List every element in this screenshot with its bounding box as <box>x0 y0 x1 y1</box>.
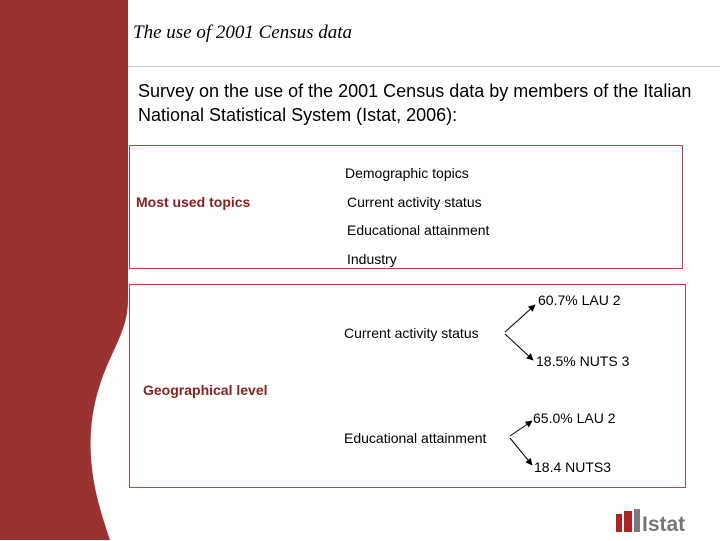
topic-item: Demographic topics <box>345 165 469 181</box>
topic-item: Educational attainment <box>347 222 490 238</box>
istat-logo-text: Istat <box>642 513 686 536</box>
arrow-educational-upper <box>510 421 532 436</box>
istat-logo <box>612 506 712 536</box>
arrow-current-lower <box>505 334 533 360</box>
educational-name: Educational attainment <box>344 430 487 446</box>
current-activity-name: Current activity status <box>344 325 479 341</box>
topic-item: Current activity status <box>347 194 482 210</box>
arrow-current-upper <box>505 305 535 332</box>
topic-item: Industry <box>347 251 397 267</box>
geographical-level-label: Geographical level <box>143 382 268 398</box>
educational-upper-value: 65.0% LAU 2 <box>533 410 616 426</box>
current-activity-upper-value: 60.7% LAU 2 <box>538 292 621 308</box>
arrow-educational-lower <box>510 438 532 465</box>
intro-text: Survey on the use of the 2001 Census data by members of the Italian National Statistical System (Istat, 2006): <box>138 81 692 125</box>
current-activity-lower-value: 18.5% NUTS 3 <box>536 353 630 369</box>
educational-lower-value: 18.4 NUTS3 <box>534 459 612 475</box>
most-used-topics-label: Most used topics <box>136 194 251 210</box>
slide-title: The use of 2001 Census data <box>133 22 353 43</box>
